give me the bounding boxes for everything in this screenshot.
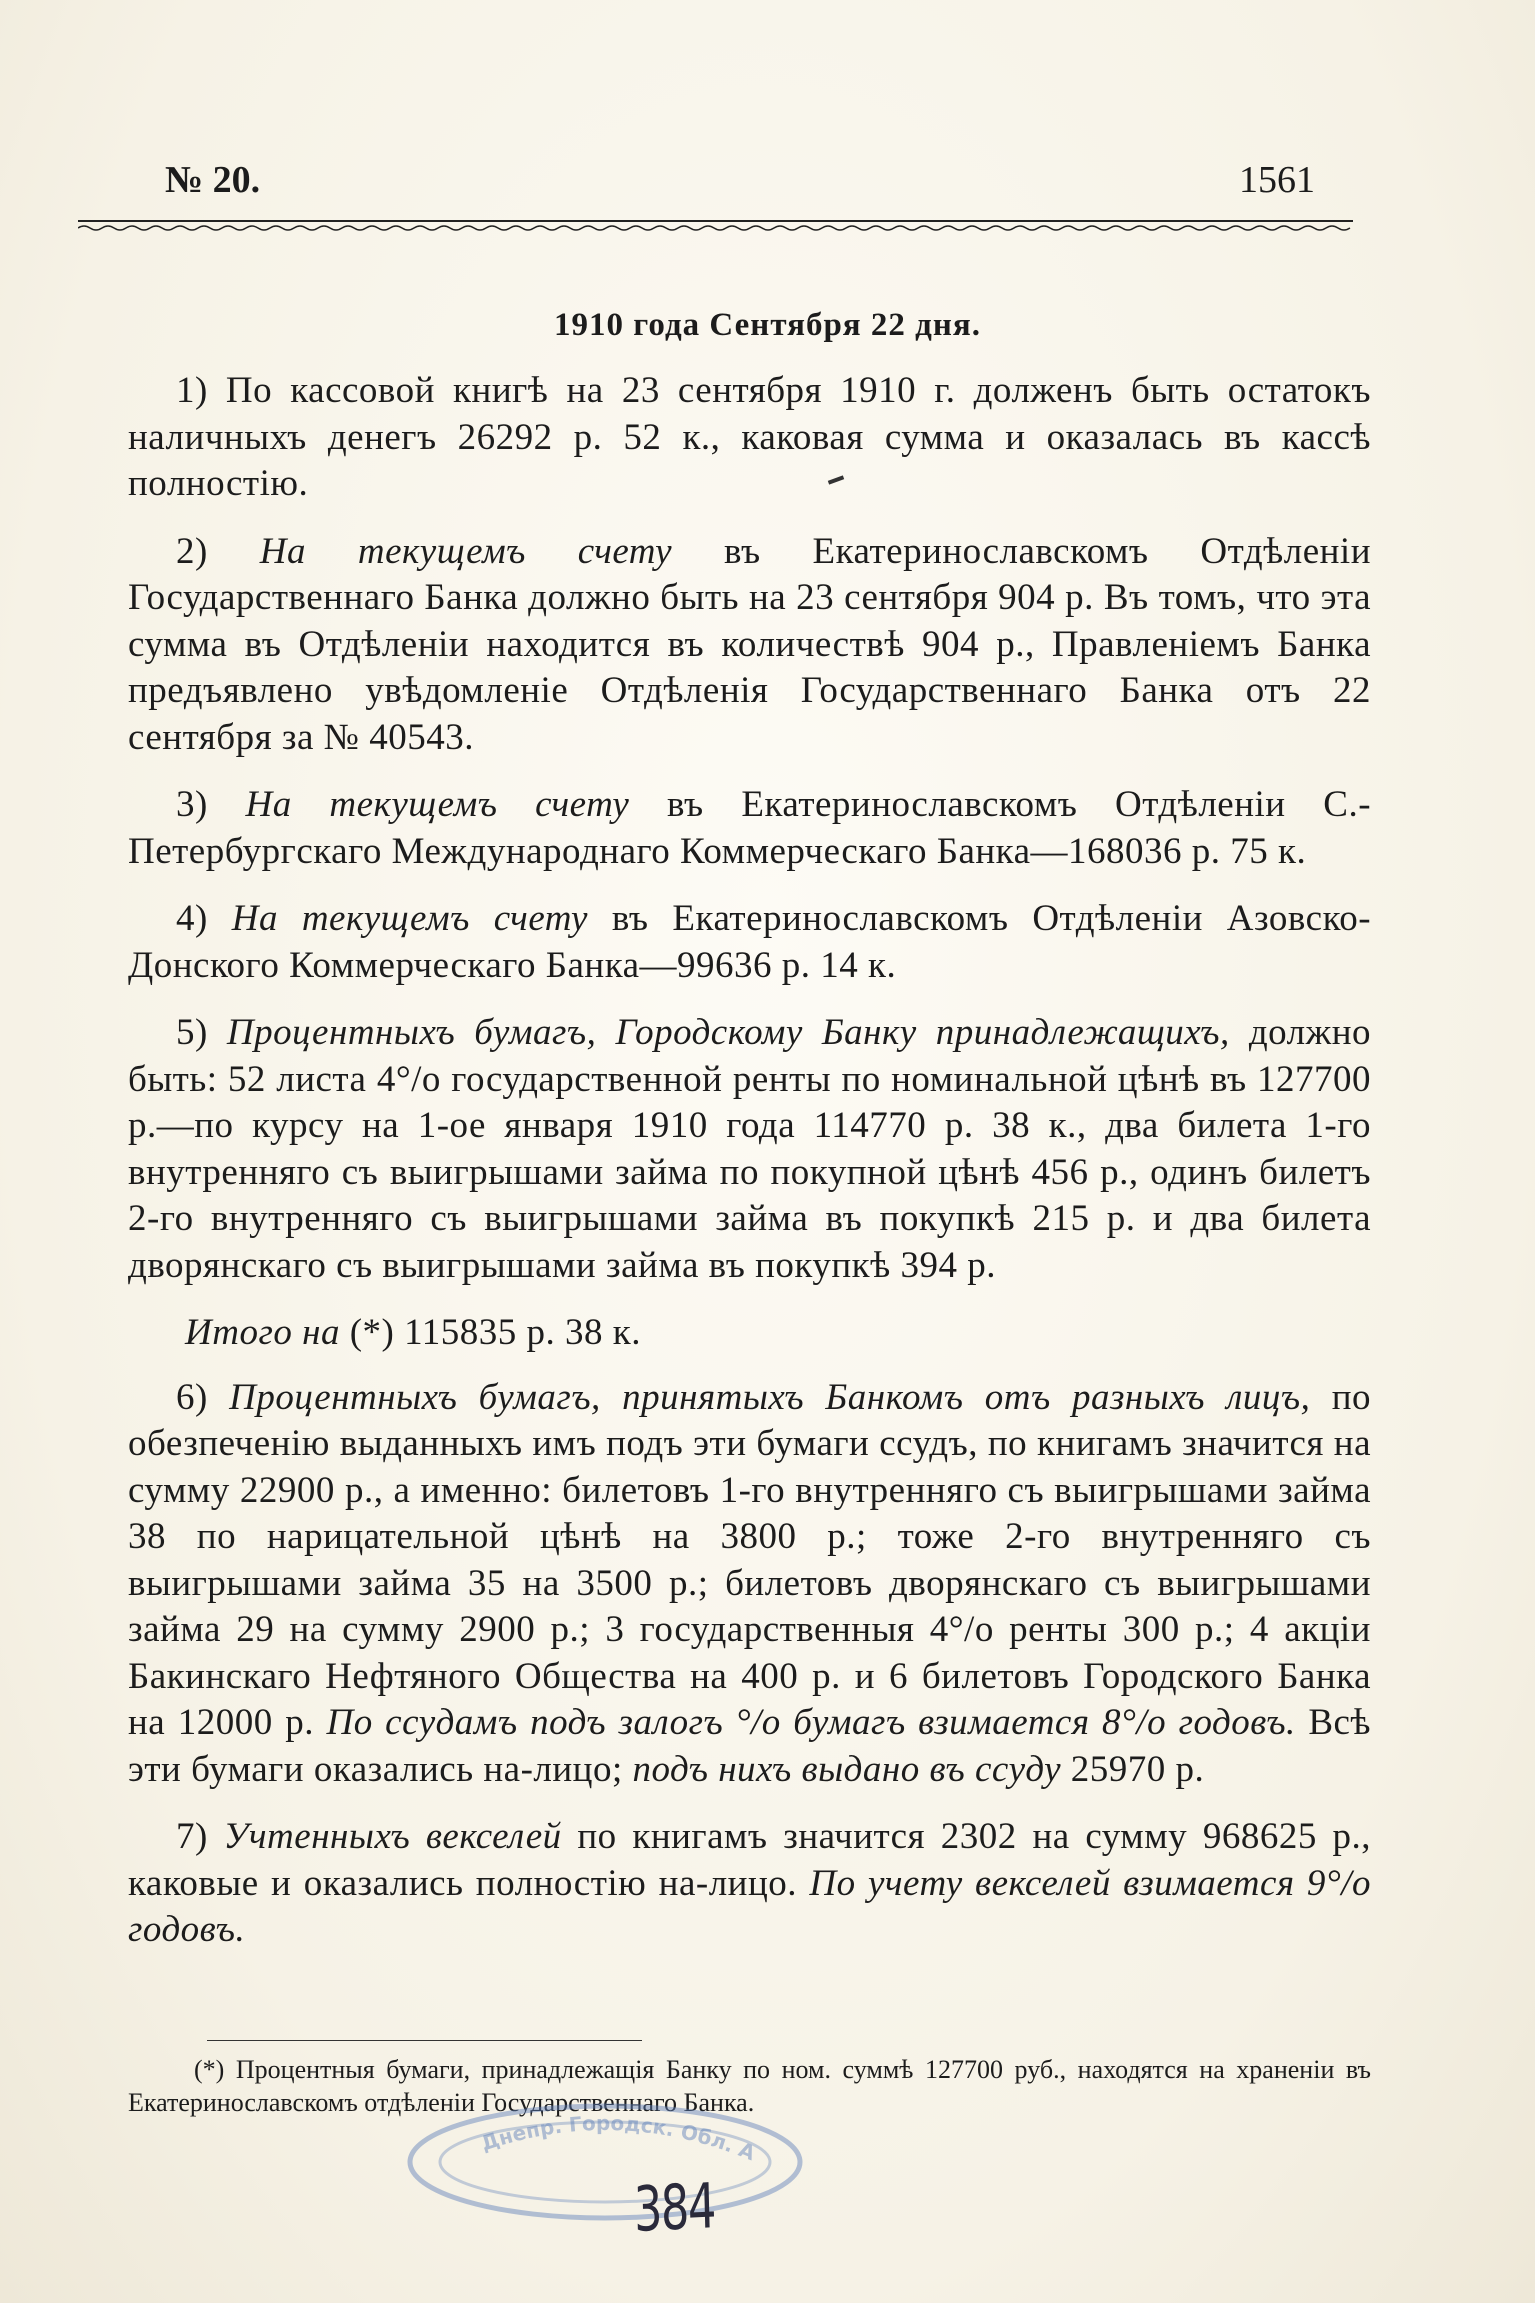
paragraph-1: 1) По кассовой книгѣ на 23 сентября 1910 г. долженъ быть остатокъ наличныхъ денегъ 26292 р. 52 к., каковая сумма и оказалась въ кассѣ полностію.	[128, 370, 1371, 504]
paragraph-3: 3) На текущемъ счету въ Екатеринославскомъ Отдѣленіи С.-Петербургскаго Международнаго Коммерческаго Банка—168036 р. 75 к.	[128, 784, 1372, 872]
paragraph-6: 6) Процентныхъ бумагъ, принятыхъ Банкомъ отъ разныхъ лицъ, по обезпеченію выданныхъ имъ подъ эти бумаги ссудъ, по книгамъ значится на сумму 22900 р., а именно: билетовъ 1-го внутренняго съ выигрышами займа 38 по нарицательной цѣнѣ на 3800 р.; тоже 2-го внутренняго съ выигрышами займа 35 на 3500 р.; билетовъ дворянскаго съ выигрышами займа 29 на сумму 2900 р.; 3 государственныя 4°/о ренты 300 р.; 4 акціи Бакинскаго Нефтяного Общества на 400 р. и 6 билетовъ Городского Банка на 12000 р. По ссудамъ подъ залогъ °/о бумагъ взимается 8°/о годовъ. Всѣ эти бумаги оказались на-лицо; подъ нихъ выдано въ ссуду 25970 р.	[128, 1376, 1372, 1790]
issue-number: № 20.	[165, 159, 261, 201]
document-title: 1910 года Сентября 22 дня.	[554, 307, 981, 343]
handwritten-folio-number: 384	[633, 2169, 716, 2246]
paragraph-2: 2) На текущемъ счету въ Екатеринославскомъ Отдѣленіи Государственнаго Банка должно быть на 23 сентября 904 р. Въ томъ, что эта сумма въ Отдѣленіи находится въ количествѣ 904 р., Правленіемъ Банка предъявлено увѣдомленіе Отдѣленія Государственнаго Банка отъ 22 сентября за № 40543.	[128, 530, 1372, 758]
paragraph-7: 7) Учтенныхъ векселей по книгамъ значится 2302 на сумму 968625 р., каковые и оказались полностію на-лицо. По учету векселей взимается 9°/о годовъ.	[128, 1816, 1372, 1950]
header-double-rule	[78, 218, 1353, 232]
document-body	[128, 368, 1371, 1975]
archive-stamp	[395, 2090, 815, 2230]
page-header	[165, 158, 1315, 202]
stamp-text: Днепр. Городск. Обл. А	[477, 2110, 759, 2166]
paragraph-4: 4) На текущемъ счету въ Екатеринославскомъ Отдѣленіи Азовско-Донского Коммерческаго Банка—99636 р. 14 к.	[128, 898, 1372, 986]
footnote-rule	[207, 2040, 642, 2041]
footnote: (*) Процентныя бумаги, принадлежащія Банку по ном. суммѣ 127700 руб., находятся на храненіи въ Екатеринославскомъ отдѣленіи Государственнаго Банка.	[128, 2055, 1371, 2117]
page-number: 1561	[1239, 159, 1315, 201]
total-line: Итого на (*) 115835 р. 38 к.	[185, 1312, 641, 1353]
paragraph-5: 5) Процентныхъ бумагъ, Городскому Банку принадлежащихъ, должно быть: 52 листа 4°/о государственной ренты по номинальной цѣнѣ въ 127700 р.—по курсу на 1-ое января 1910 года 114770 р. 38 к., два билета 1-го внутренняго съ выигрышами займа по покупной цѣнѣ 456 р., одинъ билетъ 2-го внутренняго съ выигрышами займа въ покупкѣ 215 р. и два билета дворянскаго съ выигрышами займа въ покупкѣ 394 р.	[128, 1012, 1372, 1286]
